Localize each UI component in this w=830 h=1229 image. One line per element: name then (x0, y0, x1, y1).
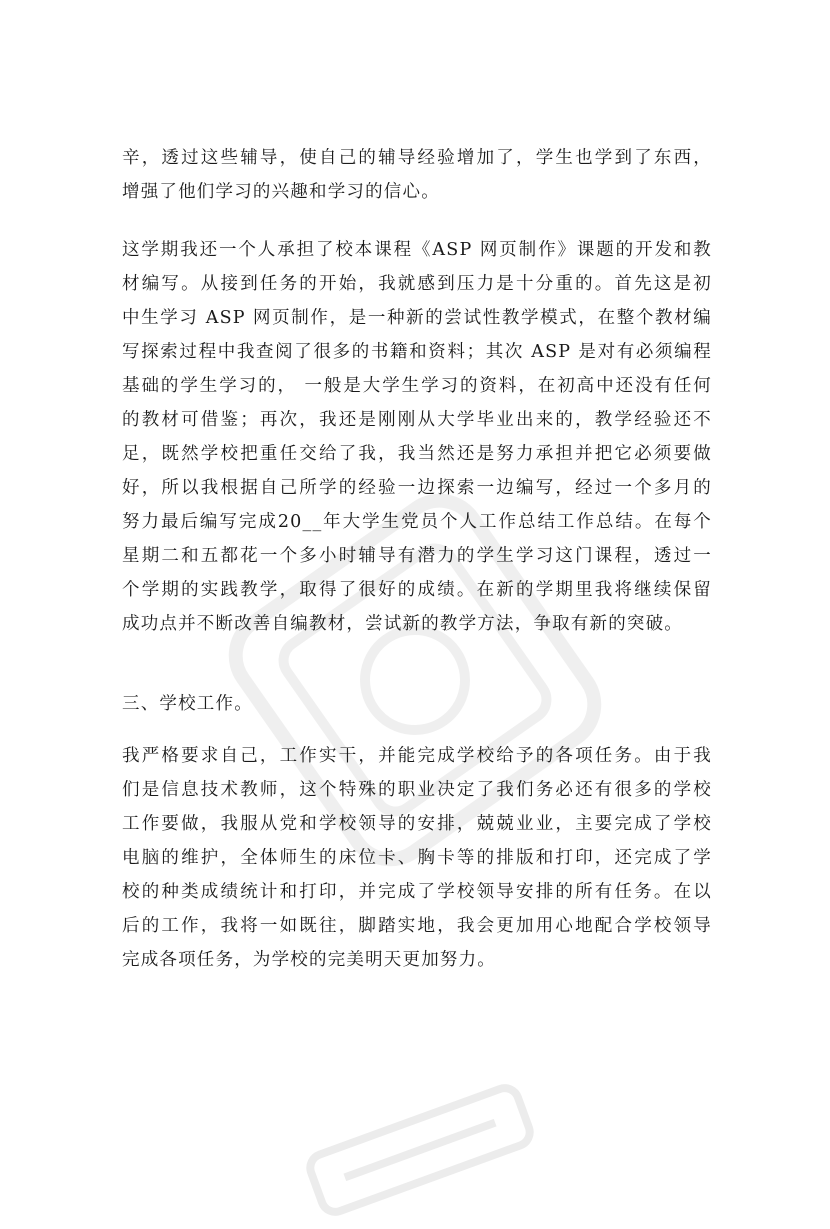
text-line: 星期二和五都花一个多小时辅导有潜力的学生学习这门课程，透过一 (122, 546, 712, 566)
text-line: 这学期我还一个人承担了校本课程《ASP 网页制作》课题的开发和教 (122, 240, 712, 260)
text-line: 材编写。从接到任务的开始，我就感到压力是十分重的。首先这是初 (122, 274, 712, 294)
text-line: 工作要做，我服从党和学校领导的安排，兢兢业业，主要完成了学校 (122, 814, 712, 834)
text-line: 我严格要求自己，工作实干，并能完成学校给予的各项任务。由于我 (122, 746, 712, 766)
text-line: 足，既然学校把重任交给了我，我当然还是努力承担并把它必须要做 (122, 444, 712, 464)
heading-text: 三、学校工作。 (122, 694, 253, 714)
text-line: 们是信息技术教师，这个特殊的职业决定了我们务必还有很多的学校 (122, 780, 712, 800)
text-line: 辛，透过这些辅导，使自己的辅导经验增加了，学生也学到了东西， (122, 148, 712, 168)
text-line: 好，所以我根据自己所学的经验一边探索一边编写，经过一个多月的 (122, 478, 712, 498)
paragraph-3 (122, 739, 712, 977)
text-line: 中生学习 ASP 网页制作，是一种新的尝试性教学模式，在整个教材编 (122, 308, 712, 328)
section-heading-3 (122, 687, 712, 721)
text-line: 努力最后编写完成20__年大学生党员个人工作总结工作总结。在每个 (122, 512, 712, 532)
text-line: 个学期的实践教学，取得了很好的成绩。在新的学期里我将继续保留 (122, 580, 712, 600)
text-line: 校的种类成绩统计和打印，并完成了学校领导安排的所有任务。在以 (122, 882, 712, 902)
watermark-mark-bottom (294, 1071, 547, 1228)
paragraph-1 (122, 141, 712, 209)
text-line: 后的工作，我将一如既往，脚踏实地，我会更加用心地配合学校领导 (122, 916, 712, 936)
text-line: 电脑的维护，全体师生的床位卡、胸卡等的排版和打印，还完成了学 (122, 848, 712, 868)
paragraph-2 (122, 233, 712, 641)
text-line: 完成各项任务，为学校的完美明天更加努力。 (122, 950, 496, 970)
text-line: 成功点并不断改善自编教材，尝试新的教学方法，争取有新的突破。 (122, 614, 683, 634)
text-line: 基础的学生学习的， 一般是大学生学习的资料，在初高中还没有任何 (122, 376, 712, 396)
text-line: 写探索过程中我查阅了很多的书籍和资料；其次 ASP 是对有必须编程 (122, 342, 712, 362)
text-line: 增强了他们学习的兴趣和学习的信心。 (122, 182, 440, 202)
text-line: 的教材可借鉴；再次，我还是刚刚从大学毕业出来的，教学经验还不 (122, 410, 712, 430)
